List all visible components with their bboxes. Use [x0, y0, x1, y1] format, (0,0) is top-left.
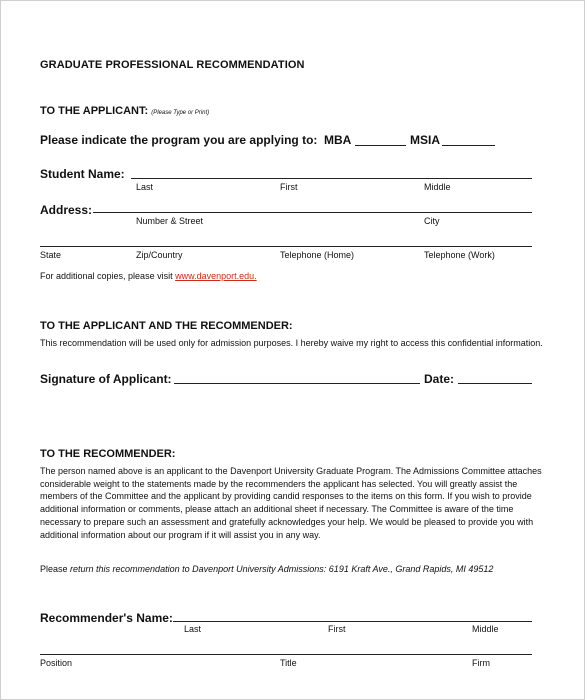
section-heading-applicant-text: TO THE APPLICANT:: [40, 105, 149, 117]
program-option-msia[interactable]: MSIA: [410, 133, 440, 147]
davenport-link[interactable]: www.davenport.edu.: [175, 271, 257, 281]
recommender-sublabel-last: Last: [184, 624, 202, 634]
address-sublabel-street: Number & Street: [136, 216, 204, 226]
recommender-sublabel-middle: Middle: [472, 624, 499, 634]
recommender-sublabel-first: First: [328, 624, 346, 634]
type-or-print-note: (Please Type or Print): [151, 110, 210, 116]
section-heading-recommender: TO THE RECOMMENDER:: [40, 448, 176, 460]
address-label: Address:: [40, 203, 93, 217]
address-sublabel-city: City: [424, 216, 440, 226]
address-field[interactable]: [93, 212, 532, 213]
student-name-field[interactable]: [131, 178, 532, 179]
date-label: Date:: [424, 372, 455, 386]
recommender-name-field[interactable]: [173, 621, 532, 622]
waiver-text: This recommendation will be used only for admission purposes. I hereby waive my right to access this confidential information.: [40, 338, 543, 348]
student-name-sublabel-middle: Middle: [424, 182, 451, 192]
sublabel-zip-country: Zip/Country: [136, 250, 183, 260]
recommender-position-field[interactable]: [40, 654, 532, 655]
sublabel-telephone-work: Telephone (Work): [424, 250, 495, 260]
recommender-name-label: Recommender's Name:: [40, 611, 173, 625]
additional-copies-text: For additional copies, please visit: [40, 271, 173, 281]
additional-copies-note: [40, 271, 257, 281]
student-name-label: Student Name:: [40, 167, 125, 181]
signature-label: Signature of Applicant:: [40, 372, 172, 386]
form-title: GRADUATE PROFESSIONAL RECOMMENDATION: [40, 59, 305, 71]
student-name-sublabel-last: Last: [136, 182, 154, 192]
address-second-line-field[interactable]: [40, 246, 532, 247]
date-field[interactable]: [458, 383, 532, 384]
sublabel-telephone-home: Telephone (Home): [280, 250, 355, 260]
section-heading-applicant-recommender: TO THE APPLICANT AND THE RECOMMENDER:: [40, 320, 293, 332]
mba-blank-line[interactable]: [355, 145, 406, 146]
recommender-instructions: The person named above is an applicant to the Davenport University Graduate Program. The Admissions Committee attaches considerable weight to the statements made by the recommenders the applicant has selected. You will greatly assist the members of the Committee and the applicant by providing candid responses to the items on this form. If you wish to provide additional information or comments, please attach an additional sheet if necessary. The Committee is aware of the time necessary to prepare such an assessment and gratefully acknowledges your help. We would be pleased to provide you with additional information about our program if it will assist you in any way.: [40, 466, 542, 540]
signature-field[interactable]: [174, 383, 420, 384]
recommender-sublabel-position: Position: [40, 658, 73, 668]
return-text-address: return this recommendation to Davenport University Admissions: 6191 Kraft Ave., Grand Rapids, MI 49512: [70, 564, 494, 574]
recommender-sublabel-title: Title: [280, 658, 297, 668]
program-option-mba[interactable]: MBA: [324, 133, 352, 147]
msia-blank-line[interactable]: [442, 145, 495, 146]
sublabel-state: State: [40, 250, 62, 260]
return-address-note: [40, 564, 493, 574]
student-name-sublabel-first: First: [280, 182, 298, 192]
recommender-sublabel-firm: Firm: [472, 658, 490, 668]
program-prompt: Please indicate the program you are applying to:: [40, 133, 318, 147]
return-text-prefix: Please: [40, 564, 71, 574]
section-heading-applicant: [40, 105, 209, 117]
